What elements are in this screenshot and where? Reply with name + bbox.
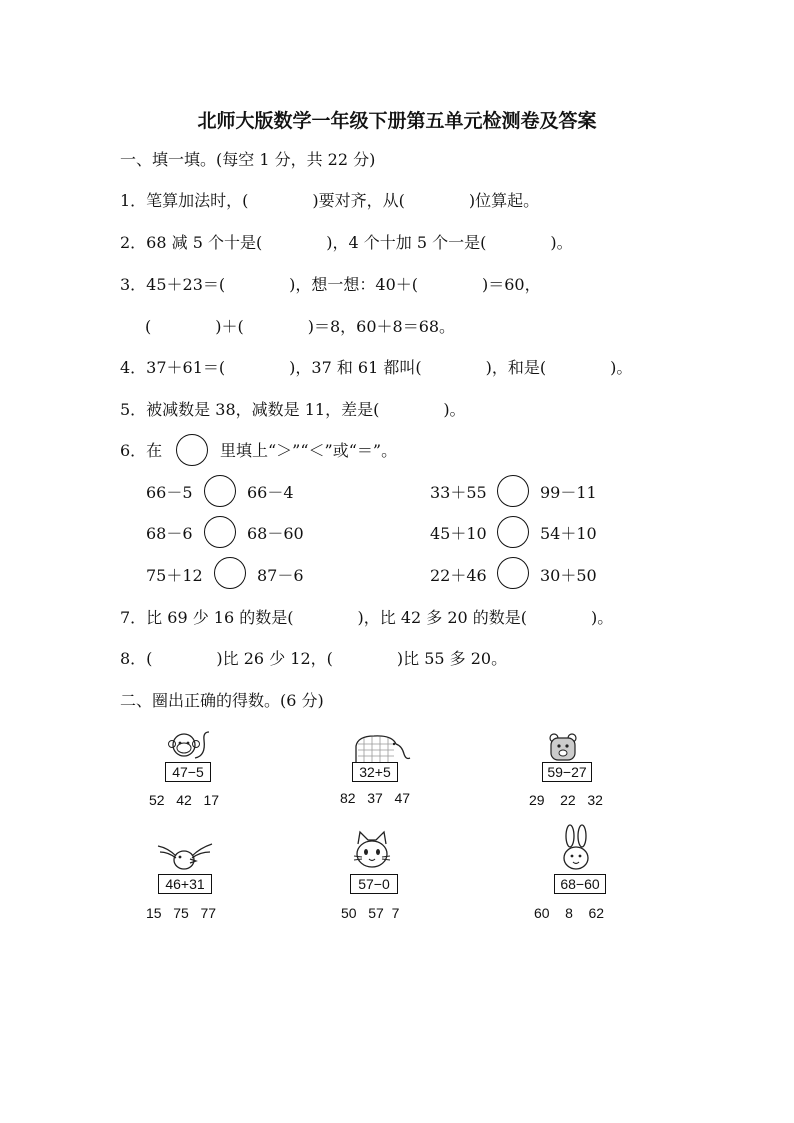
answer-options[interactable]: 15 75 77 [146, 905, 217, 921]
compare-left: 22＋46 [430, 566, 487, 585]
answer-options[interactable]: 29 22 32 [529, 792, 603, 808]
question-5: 5．被减数是 38，减数是 11，差是( )。 [120, 400, 466, 419]
answer-options[interactable]: 52 42 17 [149, 792, 220, 808]
compare-right: 54＋10 [540, 524, 597, 543]
compare-circle[interactable] [204, 516, 236, 548]
bear-icon [546, 730, 580, 762]
answer-options[interactable]: 60 8 62 [534, 905, 605, 921]
compare-circle[interactable] [204, 475, 236, 507]
monkey-icon [166, 728, 212, 762]
question-2: 2．68 减 5 个十是( )，4 个十加 5 个一是( )。 [120, 233, 573, 252]
question-3: 3．45＋23＝( )，想一想：40＋( )＝60， [120, 275, 541, 294]
compare-circle[interactable] [497, 516, 529, 548]
compare-right: 68－60 [247, 524, 304, 543]
section-heading-fill: 一、填一填。(每空 1 分，共 22 分) [120, 150, 376, 169]
cat-icon [352, 830, 392, 874]
compare-left: 45＋10 [430, 524, 487, 543]
expression-box: 57−0 [350, 874, 398, 894]
rabbit-icon [558, 824, 594, 874]
compare-left: 33＋55 [430, 483, 487, 502]
question-8: 8．( )比 26 少 12，( )比 55 多 20。 [120, 649, 508, 668]
compare-left: 66－5 [146, 483, 193, 502]
compare-right: 87－6 [257, 566, 304, 585]
compare-left: 68－6 [146, 524, 193, 543]
expression-box: 68−60 [554, 874, 606, 894]
page-title: 北师大版数学一年级下册第五单元检测卷及答案 [197, 110, 597, 132]
compare-circle[interactable] [214, 557, 246, 589]
question-6-suffix: 里填上“＞”“＜”或“＝”。 [220, 441, 398, 460]
expression-box: 46+31 [158, 874, 212, 894]
compare-circle[interactable] [497, 475, 529, 507]
question-6-prefix: 6．在 [120, 441, 163, 460]
compare-left: 75＋12 [146, 566, 203, 585]
compare-right: 66－4 [247, 483, 294, 502]
compare-right: 99－11 [540, 483, 597, 502]
compare-circle[interactable] [497, 557, 529, 589]
expression-box: 59−27 [542, 762, 592, 782]
answer-options[interactable]: 82 37 47 [340, 790, 411, 806]
section-heading-circle: 二、圈出正确的得数。(6 分) [120, 691, 324, 710]
question-4: 4．37＋61＝( )，37 和 61 都叫( )，和是( )。 [120, 358, 633, 377]
expression-box: 32+5 [352, 762, 398, 782]
question-7: 7．比 69 少 16 的数是( )，比 42 多 20 的数是( )。 [120, 608, 614, 627]
bird-icon [156, 840, 214, 874]
expression-box: 47−5 [165, 762, 211, 782]
elephant-icon [350, 732, 412, 764]
question-3-continued: ( )＋( )＝8，60＋8＝68。 [145, 317, 456, 336]
answer-circle-icon [176, 434, 208, 466]
question-1: 1．笔算加法时，( )要对齐，从( )位算起。 [120, 191, 540, 210]
answer-options[interactable]: 50 57 7 [341, 905, 400, 921]
compare-right: 30＋50 [540, 566, 597, 585]
